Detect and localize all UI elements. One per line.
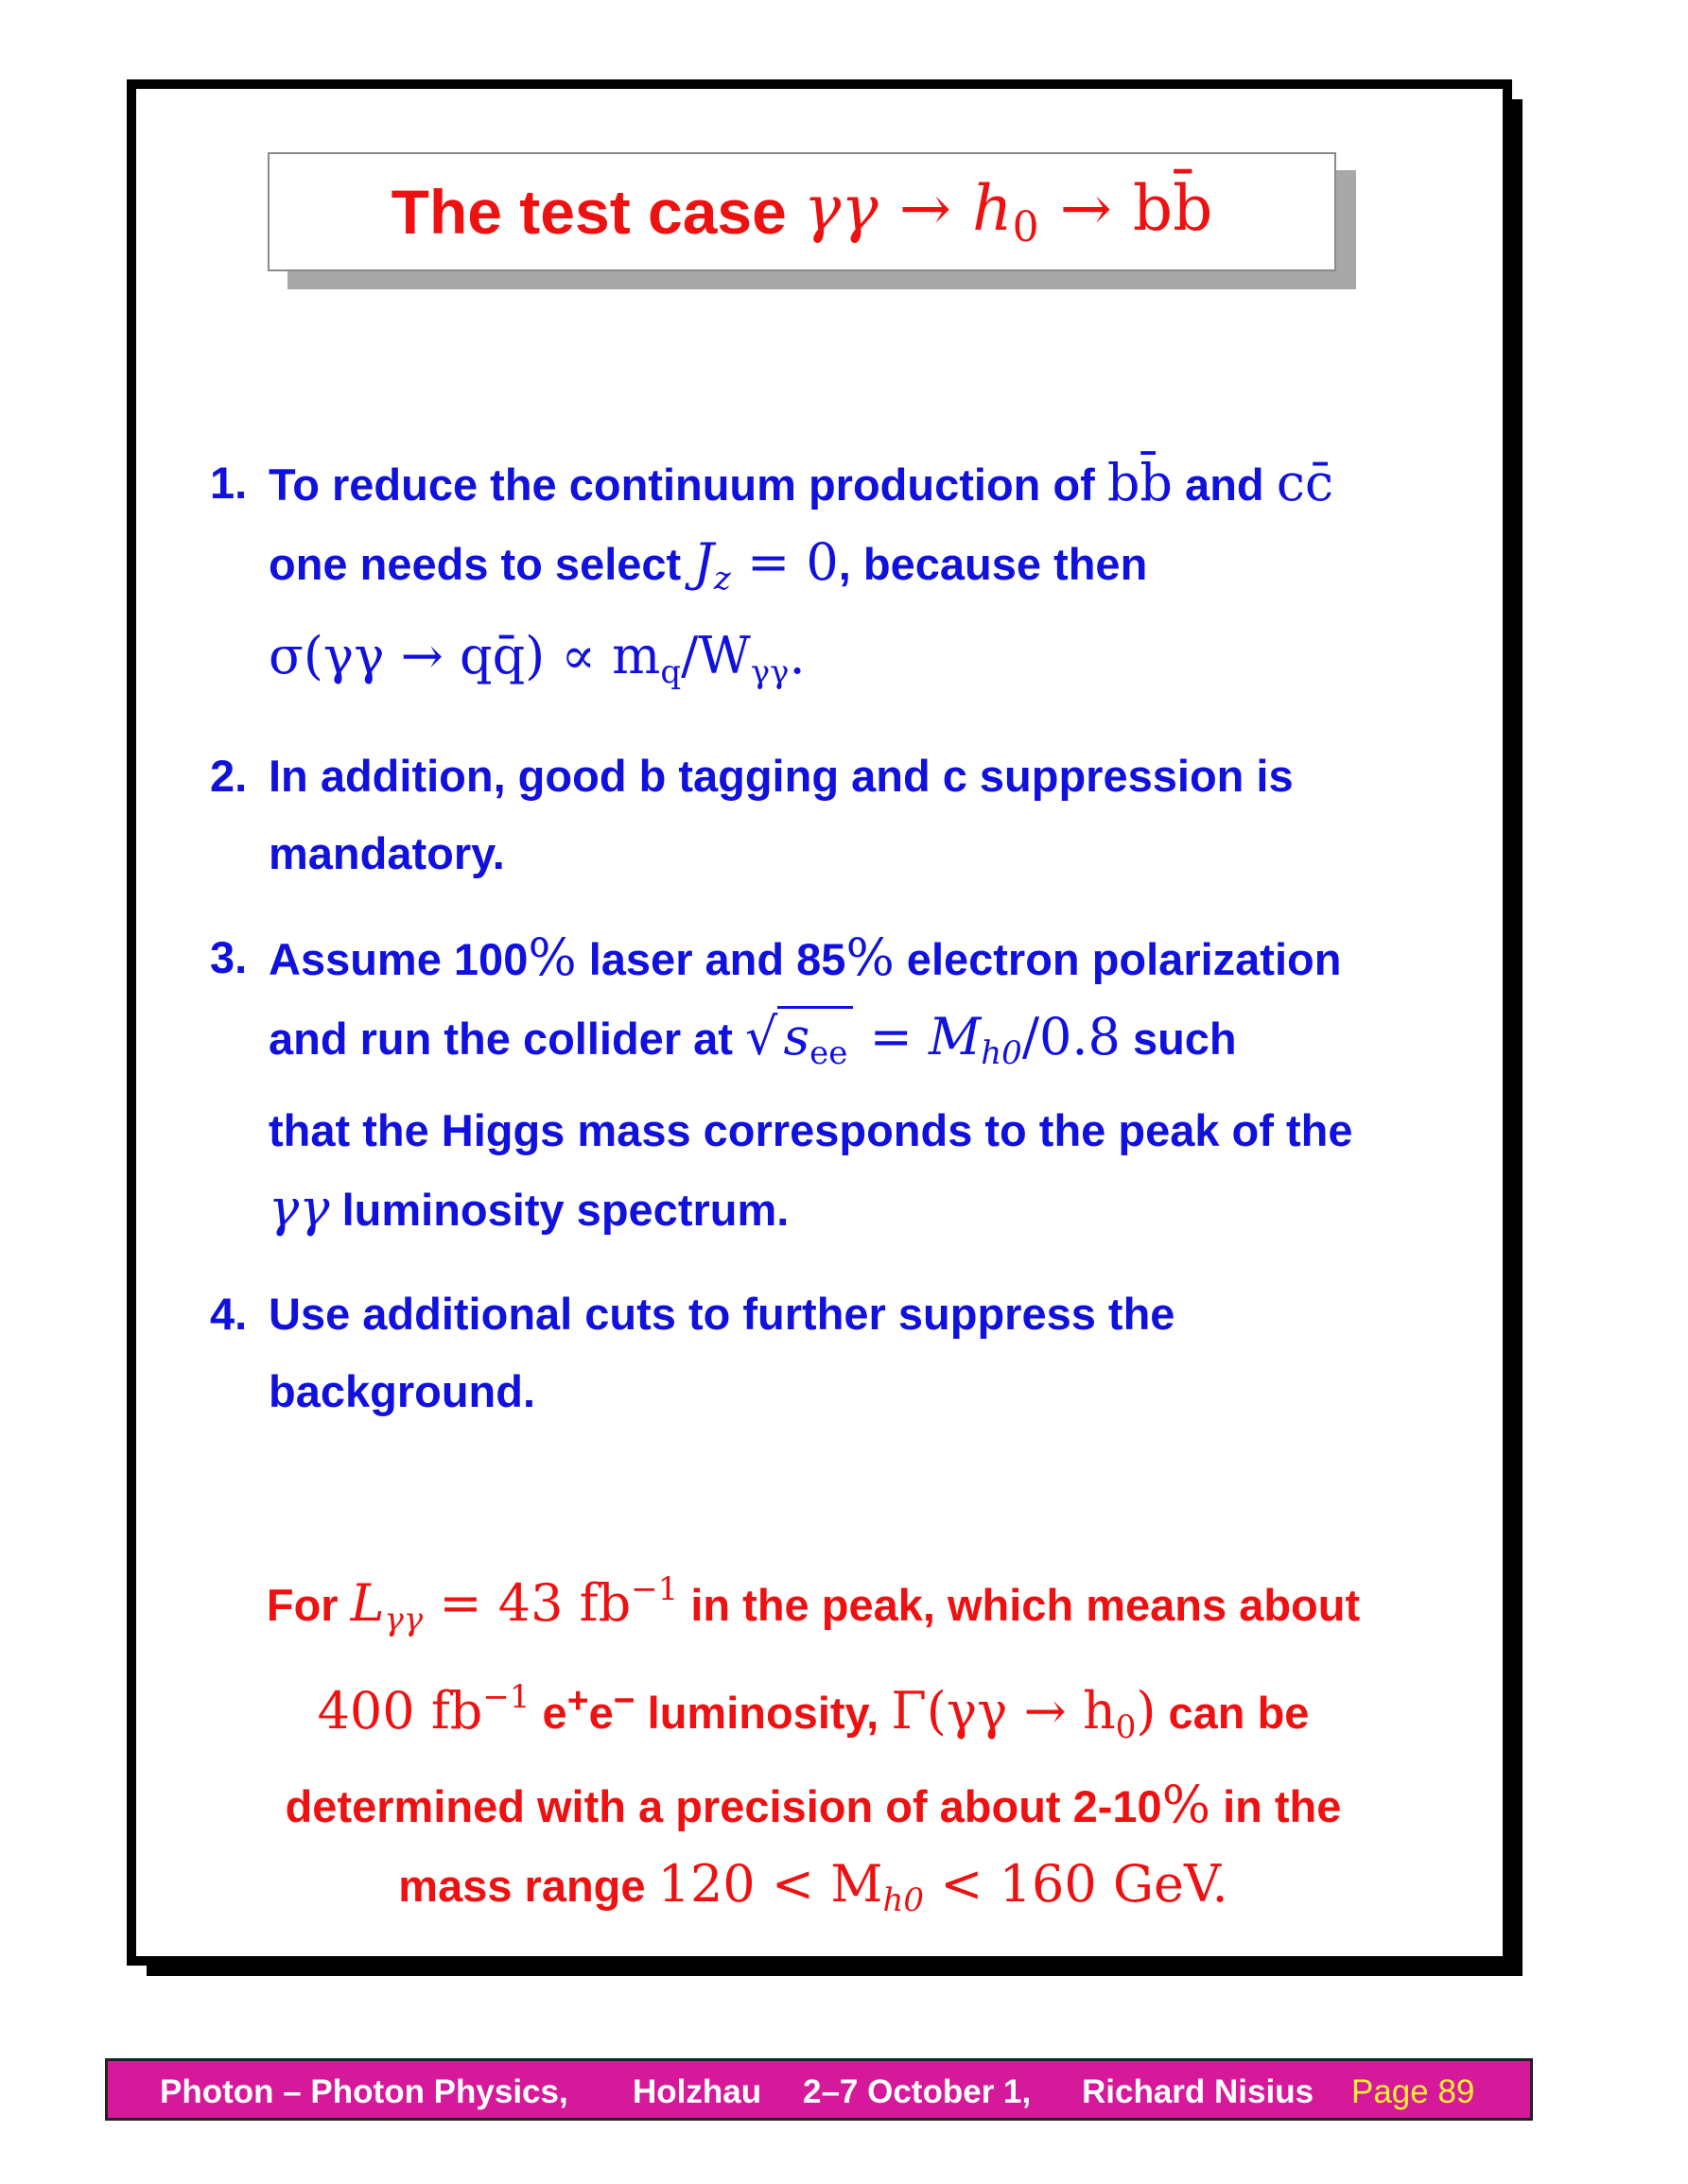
math-gg: γγ: [269, 1178, 330, 1238]
conclusion-line: [180, 1766, 1447, 1846]
footer-bar: [105, 2058, 1533, 2121]
math-sup: −1: [482, 1678, 531, 1716]
math-sub-h0: h0: [981, 1034, 1022, 1072]
title-formula: [804, 172, 1213, 251]
text-span: e: [530, 1688, 567, 1738]
math-w: /W: [681, 626, 751, 685]
footer-date: 2–7 October 1,: [803, 2073, 1032, 2110]
text-span: determined with a precision of about 2-10: [285, 1781, 1162, 1831]
math-mass-range: [657, 1854, 1228, 1919]
conclusion-line: [180, 1658, 1447, 1766]
list-item-number: 1.: [210, 458, 248, 508]
footer-title: Photon – Photon Physics,: [160, 2073, 568, 2110]
math-paren: ): [1136, 1681, 1157, 1741]
text-span: mass range: [398, 1861, 658, 1911]
text-span: luminosity,: [635, 1688, 892, 1738]
text-span: laser and 85: [576, 934, 846, 984]
list-item: [210, 1275, 1439, 1430]
title-math-lhs: γγ: [803, 172, 879, 245]
list-item: [210, 444, 1439, 711]
text-span: e: [588, 1688, 614, 1738]
list-item-line: Use additional cuts to further suppress the: [269, 1289, 1175, 1339]
text-span: , because then: [838, 539, 1148, 589]
title-math-rhs: bb̄: [1132, 172, 1213, 245]
list-item-line: background.: [269, 1366, 536, 1416]
math-sub: 0: [1115, 1708, 1137, 1746]
math-l: L: [350, 1573, 385, 1633]
text-span: such: [1120, 1014, 1237, 1064]
title-text: The test case: [391, 177, 787, 247]
math-range-lhs: 120 < M: [657, 1854, 883, 1914]
list-item-number: 3.: [210, 932, 248, 982]
enumerated-list: [210, 444, 1439, 1457]
list-item-line: that the Higgs mass corresponds to the peak of the: [269, 1105, 1353, 1155]
math-value: 400 fb: [317, 1681, 483, 1741]
text-sup: −: [613, 1680, 635, 1722]
math-j: J: [693, 532, 714, 592]
math-sub-h0: h0: [882, 1881, 925, 1919]
title-math-mid-sub: 0: [1012, 203, 1039, 251]
footer-page-number: Page 89: [1351, 2073, 1475, 2110]
text-sup: +: [566, 1680, 589, 1722]
conclusion-line: [180, 1846, 1447, 1939]
math-bb: bb̄: [1106, 453, 1173, 512]
math-sub-ee: ee: [809, 1034, 848, 1072]
list-item-line: [269, 444, 1439, 524]
math-sup: −1: [631, 1570, 679, 1608]
text-span: electron polarization: [894, 934, 1342, 984]
math-percent: %: [528, 927, 577, 987]
list-item-line: [269, 998, 1439, 1092]
text-span: in the peak, which means about: [678, 1580, 1361, 1630]
math-sqrt-see: [745, 1007, 1121, 1072]
list-item-line: In addition, good b tagging and c suppression is: [269, 751, 1294, 801]
math-gamma-text: Γ(γγ → h: [891, 1681, 1116, 1741]
list-item-formula: [269, 617, 1439, 711]
list-item: [210, 737, 1439, 893]
math-sigma: σ(γγ → qq̄) ∝ m: [269, 626, 661, 685]
footer-conference: Holzhau: [633, 2073, 762, 2110]
text-span: luminosity spectrum.: [329, 1185, 790, 1235]
conclusion-paragraph: [180, 1551, 1447, 1939]
math-sub-gg: γγ: [750, 653, 790, 691]
list-item-number: 4.: [210, 1289, 248, 1339]
math-lumi: [350, 1570, 679, 1638]
footer-author: Richard Nisius: [1082, 2073, 1314, 2110]
conclusion-line: [180, 1551, 1447, 1658]
title-math-mid: h: [972, 172, 1013, 245]
text-span: in the: [1210, 1781, 1342, 1831]
slide-title: [268, 152, 1336, 271]
math-z: z: [713, 560, 731, 598]
list-item: [210, 919, 1439, 1249]
title-math-arrow-1: →: [898, 172, 952, 245]
math-sub-q: q: [660, 653, 682, 691]
list-item-number: 2.: [210, 751, 248, 801]
math-eq-m: = M: [853, 1007, 982, 1066]
text-span: To reduce the continuum production of: [269, 459, 1107, 510]
text-span: For: [266, 1580, 351, 1630]
sqrt-icon: √: [745, 1007, 778, 1066]
text-span: and run the collider at: [269, 1014, 746, 1064]
math-gamma: [891, 1681, 1157, 1746]
text-span: can be: [1156, 1688, 1310, 1738]
math-percent: %: [845, 927, 895, 987]
math-sub-gg: γγ: [384, 1601, 424, 1638]
math-percent: %: [1161, 1775, 1211, 1834]
math-eq-zero: = 0: [730, 532, 839, 592]
math-cc: cc̄: [1276, 453, 1334, 512]
math-jz: [693, 532, 839, 598]
math-lumi-ee: [317, 1678, 531, 1741]
title-math-arrow-2: →: [1059, 172, 1112, 245]
list-item-line: [269, 1170, 1439, 1249]
list-item-line: [269, 524, 1439, 617]
math-period: .: [789, 626, 806, 685]
math-frac: /0.8: [1021, 1007, 1121, 1066]
text-span: and: [1173, 459, 1277, 510]
text-span: one needs to select: [269, 539, 694, 589]
list-item-line: [269, 919, 1439, 998]
list-item-line: mandatory.: [269, 828, 505, 878]
math-value: = 43 fb: [423, 1573, 632, 1633]
math-s: s: [783, 1007, 810, 1066]
math-range-rhs: < 160 GeV.: [924, 1854, 1228, 1914]
text-span: Assume 100: [269, 934, 529, 984]
